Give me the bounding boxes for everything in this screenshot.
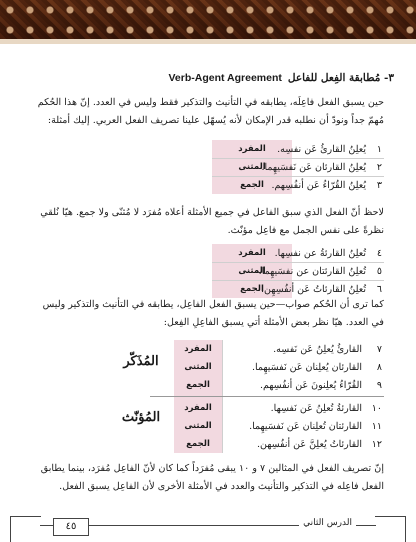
row-label: المثنى xyxy=(238,266,266,276)
row-text: القارئُ يُعلِنُ عَن نَفسِه. xyxy=(273,343,362,355)
row-text: القارئاتُ يُعلِنَّ عَن أنفُسِهن. xyxy=(256,438,362,450)
row-text: القارئان يُعلِنان عَن نَفسَيهِما. xyxy=(252,361,362,373)
row-label: المفرد xyxy=(238,144,266,154)
group-tag-feminine: المُؤنّث xyxy=(121,410,161,425)
row-text: تُعلِنُ القارئاتُ عَن أنفُسِهِن. xyxy=(260,283,366,295)
heading-english: Verb-Agent Agreement xyxy=(168,72,282,84)
table-row xyxy=(174,417,384,435)
table-row xyxy=(174,399,384,417)
table-row xyxy=(212,244,384,262)
page-number: ٤٥ xyxy=(53,518,89,536)
row-text: يُعلِنُ القارئُ عَن نفسِه. xyxy=(277,143,366,155)
group-tag-masculine: المُذَكّر xyxy=(123,354,159,369)
heading-arabic: ٣- مُطابقة الفِعل للفاعل xyxy=(287,72,394,84)
table-row xyxy=(174,376,384,394)
row-number: ١ xyxy=(376,143,382,155)
row-label: المفرد xyxy=(184,403,212,413)
row-number: ٣ xyxy=(376,179,382,191)
row-label: المثنى xyxy=(238,162,266,172)
table-row xyxy=(174,435,384,453)
row-number: ٦ xyxy=(376,283,382,295)
table-row xyxy=(212,262,384,280)
row-text: يُعلِنُ القُرّاءُ عَن أنفُسِهم. xyxy=(271,179,366,191)
row-label: الجمع xyxy=(240,180,264,190)
row-text: تُعلِنُ القارئةُ عن نفسِها. xyxy=(274,247,366,259)
page-footer xyxy=(0,516,416,541)
table-row xyxy=(174,340,384,358)
row-text: القارئةُ تُعلِنُ عَن نَفسِها. xyxy=(270,402,362,414)
row-label: المثنى xyxy=(184,362,212,372)
row-text: القُرّاءُ يُعلِنونَ عَن أنفُسِهم. xyxy=(259,379,362,391)
paragraph-2: لاحظ أنّ الفعل الذي سبق الفاعل في جميع الأمثلة أعلاه مُفرَد لا مُثنّى ولا جمع. هيّا نُلقي نظرةً على نفس الجمل مع فاعِل مؤنّث. xyxy=(40,207,384,236)
row-label: الجمع xyxy=(240,284,264,294)
row-number: ٩ xyxy=(376,379,382,391)
row-label: الجمع xyxy=(186,380,210,390)
table-row xyxy=(212,158,384,176)
paragraph-4: إنّ تصريف الفعل في المثالين ٧ و ١٠ يبقى مُفرَداً كما كان لأنّ الفاعِل مُفرَد، بينما يطابق الفعل فاعِله في التذكير والتأنيث والعدد في الأمثلة الأخرى لأن الفاعِل يسبق الفعل. xyxy=(40,463,384,492)
row-number: ١٠ xyxy=(371,402,382,414)
row-label: المثنى xyxy=(184,421,212,431)
lesson-label: الدرس الثاني xyxy=(299,518,356,528)
table-row xyxy=(174,358,384,376)
row-number: ٨ xyxy=(376,361,382,373)
paragraph-3: كما ترى أن الحُكم صواب—حين يسبق الفعل الفاعِل، يطابقه في التأنيث والتذكير وليس في العدد. هيّا نظر بعض الأمثلة أتي يسبق الفاعِلِ الفِعل: xyxy=(42,299,384,328)
row-number: ٧ xyxy=(376,343,382,355)
section-heading xyxy=(30,72,394,84)
row-text: تُعلِنُ القارئتان عن نفسَيهِما. xyxy=(258,265,366,277)
row-label: المفرد xyxy=(184,344,212,354)
row-text: القارئتان تُعلِنان عَن نَفسَيهِما. xyxy=(249,420,362,432)
row-number: ١٢ xyxy=(371,438,382,450)
footer-corner-left xyxy=(10,516,41,542)
row-label: المفرد xyxy=(238,248,266,258)
row-number: ١١ xyxy=(371,420,382,432)
row-number: ٥ xyxy=(376,265,382,277)
row-label: الجمع xyxy=(186,439,210,449)
decorative-top-border xyxy=(0,0,416,44)
row-number: ٤ xyxy=(376,247,382,259)
table-3-group-divider xyxy=(150,396,384,397)
table-row xyxy=(212,140,384,158)
intro-paragraph: حين يسبق الفعل فاعِلَه، يطابقه في التأنيث والتذكير فقط وليس في العدد. إنّ هذا الحُكم مُهمّ جداً ونودّ أن نطلبه قدر الإمكان لأنه يُسهّل علينا تصريف الفعل العربي. إليك أمثلة: xyxy=(37,97,384,126)
footer-corner-right xyxy=(375,516,406,542)
row-number: ٢ xyxy=(376,161,382,173)
table-row xyxy=(212,176,384,194)
row-text: يُعلِنُ القارئان عَن نَفسَيهِما. xyxy=(261,161,366,173)
